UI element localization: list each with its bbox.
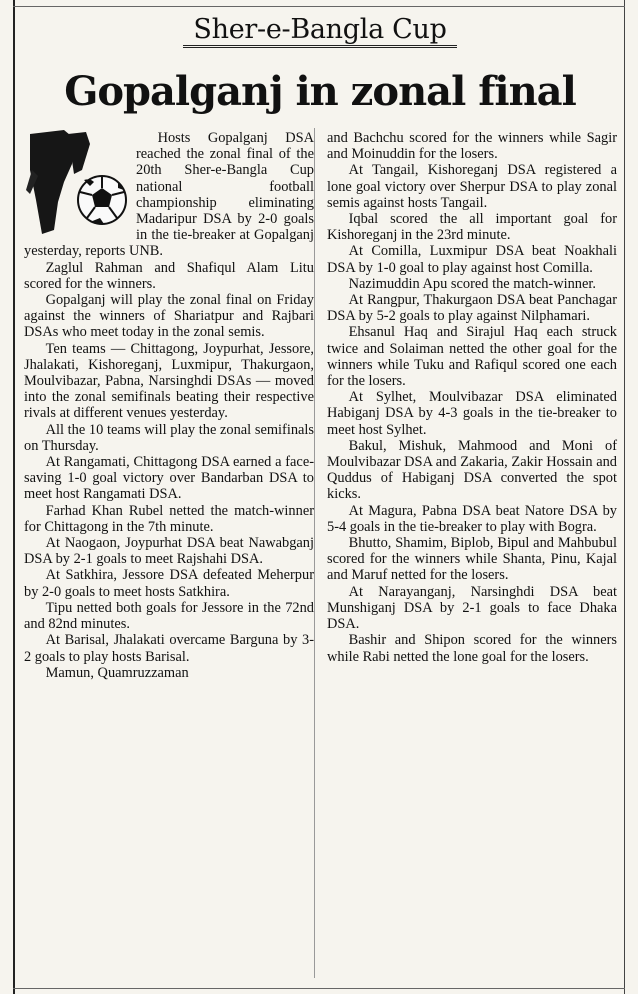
article-column-right bbox=[327, 130, 617, 665]
top-border-rule bbox=[13, 6, 625, 7]
paragraph: Ehsanul Haq and Sirajul Haq each struck twice and Solaiman netted the other goal for the winners while Tuku and Rafiqul scored one each for the losers. bbox=[327, 324, 617, 390]
paragraph: Hosts Gopalganj DSA reached the zonal final of the 20th Sher-e-Bangla Cup national football championship eliminating Madaripur DSA by 2-0 goals in the tie-breaker at Gopalganj yesterday, reports UNB. bbox=[24, 130, 314, 260]
right-border-rule bbox=[624, 0, 625, 994]
kicker bbox=[160, 14, 480, 58]
paragraph: Farhad Khan Rubel netted the match-winner for Chittagong in the 7th minute. bbox=[24, 502, 314, 535]
column-divider bbox=[314, 128, 315, 978]
paragraph: Tipu netted both goals for Jessore in the 72nd and 82nd minutes. bbox=[24, 599, 314, 633]
paragraph: At Rangamati, Chittagong DSA earned a face-saving 1-0 goal victory over Bandarban DSA to meet host Rangamati DSA. bbox=[24, 454, 314, 503]
kicker-text: Sher-e-Bangla Cup bbox=[183, 14, 456, 48]
paragraph: At Barisal, Jhalakati overcame Barguna by 3-2 goals to play hosts Barisal. bbox=[24, 632, 314, 665]
football-player-image bbox=[24, 130, 128, 236]
bottom-border-rule bbox=[13, 988, 625, 989]
paragraph: Mamun, Quamruzzaman bbox=[45, 664, 189, 681]
paragraph: Zaglul Rahman and Shafiqul Alam Litu scored for the winners. bbox=[24, 259, 314, 292]
paragraph: Gopalganj will play the zonal final on Friday against the winners of Shariatpur and Rajbari DSAs who meet today in the zonal semis. bbox=[24, 292, 314, 341]
paragraph: At Comilla, Luxmipur DSA beat Noakhali DSA by 1-0 goal to play against host Comilla. bbox=[327, 243, 617, 276]
article-column-left bbox=[24, 130, 314, 681]
paragraph: Nazimuddin Apu scored the match-winner. bbox=[348, 275, 596, 292]
paragraph: Bhutto, Shamim, Biplob, Bipul and Mahbubul scored for the winners while Shanta, Pinu, Kajal and Maruf netted for the losers. bbox=[327, 535, 617, 584]
paragraph: At Naogaon, Joypurhat DSA beat Nawabganj DSA by 2-1 goals to meet Rajshahi DSA. bbox=[24, 535, 314, 568]
paragraph: At Rangpur, Thakurgaon DSA beat Panchagar DSA by 5-2 goals to play against Nilphamari. bbox=[327, 292, 617, 325]
paragraph: At Satkhira, Jessore DSA defeated Meherpur by 2-0 goals to meet hosts Satkhira. bbox=[24, 567, 314, 600]
paragraph: and Bachchu scored for the winners while Sagir and Moinuddin for the losers. bbox=[327, 130, 617, 163]
paragraph: At Magura, Pabna DSA beat Natore DSA by 5-4 goals in the tie-breaker to play with Bogra. bbox=[327, 502, 617, 535]
paragraph: Bashir and Shipon scored for the winners while Rabi netted the lone goal for the losers. bbox=[327, 632, 617, 665]
paragraph: Iqbal scored the all important goal for Kishoreganj in the 23rd minute. bbox=[327, 211, 617, 244]
paragraph: At Narayanganj, Narsinghdi DSA beat Munshiganj DSA by 2-1 goals to face Dhaka DSA. bbox=[327, 583, 617, 633]
left-border-rule bbox=[13, 0, 15, 994]
paragraph: All the 10 teams will play the zonal semifinals on Thursday. bbox=[24, 421, 314, 454]
paragraph: Ten teams — Chittagong, Joypurhat, Jessore, Jhalakati, Kishoreganj, Luxmipur, Thakurgaon, Moulvibazar, Pabna, Narsinghdi DSAs — moved into the zonal semifinals beating their respective rivals at different venues yesterday. bbox=[24, 340, 314, 422]
paragraph: At Sylhet, Moulvibazar DSA eliminated Habiganj DSA by 4-3 goals in the tie-breaker to meet host Sylhet. bbox=[327, 389, 617, 438]
headline: Gopalganj in zonal final bbox=[64, 68, 576, 115]
paragraph: At Tangail, Kishoreganj DSA registered a lone goal victory over Sherpur DSA to play zonal semis against hosts Tangail. bbox=[327, 162, 617, 211]
paragraph: Bakul, Mishuk, Mahmood and Moni of Moulvibazar DSA and Zakaria, Zakir Hossain and Quddus of Habiganj DSA converted the spot kicks. bbox=[327, 437, 617, 503]
